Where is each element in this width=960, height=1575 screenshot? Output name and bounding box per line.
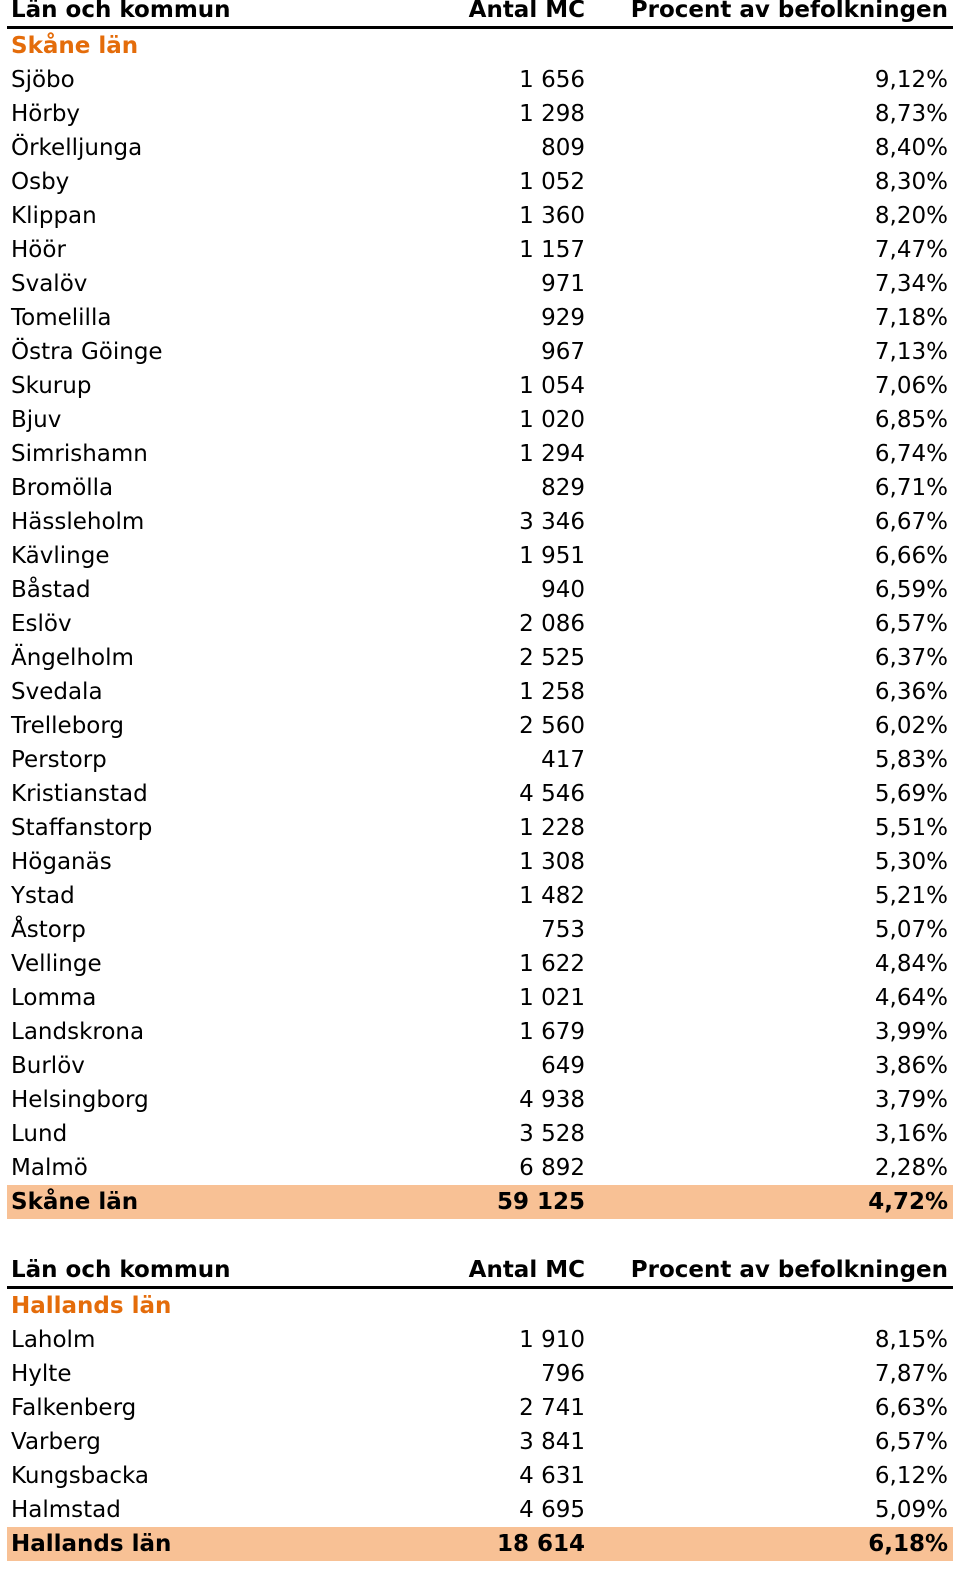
municipality-name: Trelleborg: [11, 713, 125, 739]
population-percent: 6,37%: [874, 645, 948, 671]
total-count: 18 614: [496, 1531, 585, 1557]
municipality-name: Ängelholm: [11, 645, 134, 671]
municipality-name: Kungsbacka: [11, 1463, 150, 1489]
municipality-name: Svedala: [11, 679, 103, 705]
mc-count: 1 052: [519, 169, 585, 195]
header-col-municipality: Län och kommun: [11, 1257, 231, 1283]
population-percent: 2,28%: [874, 1155, 948, 1181]
municipality-name: Vellinge: [11, 951, 102, 977]
municipality-name: Östra Göinge: [11, 339, 163, 365]
mc-count: 1 020: [519, 407, 585, 433]
municipality-name: Kristianstad: [11, 781, 148, 807]
table-row: [7, 1425, 953, 1459]
header-col-count: Antal MC: [468, 1257, 585, 1283]
table-row: [7, 437, 953, 471]
population-percent: 6,67%: [874, 509, 948, 535]
header-col-percent: Procent av befolkningen: [630, 1257, 948, 1283]
table-body: [7, 63, 953, 1185]
mc-count: 1 951: [519, 543, 585, 569]
table-body: [7, 1323, 953, 1527]
table-row: [7, 63, 953, 97]
mc-count: 1 258: [519, 679, 585, 705]
mc-count: 4 695: [519, 1497, 585, 1523]
table-row: [7, 1117, 953, 1151]
population-percent: 5,21%: [874, 883, 948, 909]
mc-count: 3 841: [519, 1429, 585, 1455]
municipality-name: Lund: [11, 1121, 68, 1147]
table-row: [7, 267, 953, 301]
table-header: [7, 1255, 953, 1289]
population-percent: 7,06%: [874, 373, 948, 399]
municipality-name: Tomelilla: [11, 305, 112, 331]
mc-count: 809: [541, 135, 585, 161]
population-percent: 6,85%: [874, 407, 948, 433]
mc-count: 1 910: [519, 1327, 585, 1353]
region-label: Skåne län: [11, 33, 139, 59]
total-percent: 6,18%: [868, 1531, 948, 1557]
population-percent: 8,40%: [874, 135, 948, 161]
table-row: [7, 1459, 953, 1493]
mc-count: 1 679: [519, 1019, 585, 1045]
table-row: [7, 913, 953, 947]
table-row: [7, 471, 953, 505]
region-title: [7, 29, 953, 63]
header-col-municipality: Län och kommun: [11, 0, 231, 23]
population-percent: 7,34%: [874, 271, 948, 297]
municipality-name: Perstorp: [11, 747, 107, 773]
mc-count: 2 741: [519, 1395, 585, 1421]
mc-count: 753: [541, 917, 585, 943]
mc-count: 2 086: [519, 611, 585, 637]
population-percent: 5,51%: [874, 815, 948, 841]
mc-count: 2 525: [519, 645, 585, 671]
region-title: [7, 1289, 953, 1323]
header-col-count: Antal MC: [468, 0, 585, 23]
municipality-name: Osby: [11, 169, 70, 195]
municipality-name: Svalöv: [11, 271, 88, 297]
municipality-name: Kävlinge: [11, 543, 110, 569]
population-percent: 6,57%: [874, 1429, 948, 1455]
mc-count: 971: [541, 271, 585, 297]
mc-count: 929: [541, 305, 585, 331]
table-row: [7, 811, 953, 845]
table-row: [7, 1357, 953, 1391]
total-name: Hallands län: [11, 1531, 172, 1557]
table-row: [7, 777, 953, 811]
table-row: [7, 403, 953, 437]
municipality-name: Landskrona: [11, 1019, 145, 1045]
table-row: [7, 1493, 953, 1527]
municipality-name: Hässleholm: [11, 509, 145, 535]
municipality-name: Lomma: [11, 985, 97, 1011]
population-percent: 6,74%: [874, 441, 948, 467]
table-row: [7, 641, 953, 675]
table-row: [7, 743, 953, 777]
mc-count: 1 157: [519, 237, 585, 263]
municipality-name: Helsingborg: [11, 1087, 149, 1113]
population-percent: 3,99%: [874, 1019, 948, 1045]
mc-count: 3 528: [519, 1121, 585, 1147]
mc-count: 417: [541, 747, 585, 773]
total-row: [7, 1527, 953, 1561]
municipality-name: Staffanstorp: [11, 815, 153, 841]
mc-count: 1 360: [519, 203, 585, 229]
table-row: [7, 1083, 953, 1117]
region-label: Hallands län: [11, 1293, 172, 1319]
table-row: [7, 335, 953, 369]
municipality-name: Halmstad: [11, 1497, 121, 1523]
table-row: [7, 199, 953, 233]
mc-count: 1 054: [519, 373, 585, 399]
population-percent: 5,69%: [874, 781, 948, 807]
population-percent: 7,47%: [874, 237, 948, 263]
population-percent: 6,59%: [874, 577, 948, 603]
mc-count: 1 294: [519, 441, 585, 467]
population-percent: 8,73%: [874, 101, 948, 127]
table-halland: [7, 1255, 953, 1561]
population-percent: 6,57%: [874, 611, 948, 637]
population-percent: 6,63%: [874, 1395, 948, 1421]
table-row: [7, 1049, 953, 1083]
population-percent: 7,13%: [874, 339, 948, 365]
total-percent: 4,72%: [868, 1189, 948, 1215]
population-percent: 5,83%: [874, 747, 948, 773]
mc-count: 967: [541, 339, 585, 365]
table-row: [7, 1323, 953, 1357]
table-row: [7, 709, 953, 743]
population-percent: 5,07%: [874, 917, 948, 943]
mc-count: 940: [541, 577, 585, 603]
population-percent: 6,02%: [874, 713, 948, 739]
municipality-name: Eslöv: [11, 611, 72, 637]
table-row: [7, 675, 953, 709]
population-percent: 6,36%: [874, 679, 948, 705]
municipality-name: Varberg: [11, 1429, 101, 1455]
population-percent: 8,30%: [874, 169, 948, 195]
municipality-name: Bromölla: [11, 475, 114, 501]
mc-count: 6 892: [519, 1155, 585, 1181]
mc-count: 3 346: [519, 509, 585, 535]
table-row: [7, 607, 953, 641]
table-skane: [7, 0, 953, 1219]
mc-count: 1 021: [519, 985, 585, 1011]
table-row: [7, 505, 953, 539]
municipality-name: Laholm: [11, 1327, 96, 1353]
table-row: [7, 1015, 953, 1049]
population-percent: 3,86%: [874, 1053, 948, 1079]
table-row: [7, 1151, 953, 1185]
municipality-name: Simrishamn: [11, 441, 148, 467]
municipality-name: Skurup: [11, 373, 92, 399]
municipality-name: Burlöv: [11, 1053, 85, 1079]
mc-count: 4 546: [519, 781, 585, 807]
mc-count: 1 298: [519, 101, 585, 127]
population-percent: 7,87%: [874, 1361, 948, 1387]
total-count: 59 125: [496, 1189, 585, 1215]
population-percent: 7,18%: [874, 305, 948, 331]
population-percent: 8,20%: [874, 203, 948, 229]
mc-count: 796: [541, 1361, 585, 1387]
population-percent: 3,16%: [874, 1121, 948, 1147]
municipality-name: Ystad: [11, 883, 75, 909]
table-row: [7, 981, 953, 1015]
mc-count: 4 631: [519, 1463, 585, 1489]
municipality-name: Båstad: [11, 577, 91, 603]
mc-count: 2 560: [519, 713, 585, 739]
mc-count: 1 308: [519, 849, 585, 875]
table-row: [7, 539, 953, 573]
table-row: [7, 1391, 953, 1425]
municipality-name: Falkenberg: [11, 1395, 137, 1421]
table-row: [7, 97, 953, 131]
mc-count: 1 622: [519, 951, 585, 977]
total-row: [7, 1185, 953, 1219]
table-row: [7, 947, 953, 981]
population-percent: 5,09%: [874, 1497, 948, 1523]
municipality-name: Höör: [11, 237, 66, 263]
mc-count: 4 938: [519, 1087, 585, 1113]
municipality-name: Åstorp: [11, 917, 86, 943]
mc-count: 1 656: [519, 67, 585, 93]
table-row: [7, 369, 953, 403]
municipality-name: Hörby: [11, 101, 81, 127]
table-row: [7, 573, 953, 607]
population-percent: 6,66%: [874, 543, 948, 569]
population-percent: 9,12%: [874, 67, 948, 93]
population-percent: 5,30%: [874, 849, 948, 875]
population-percent: 6,71%: [874, 475, 948, 501]
table-row: [7, 845, 953, 879]
municipality-name: Malmö: [11, 1155, 88, 1181]
mc-count: 1 228: [519, 815, 585, 841]
total-name: Skåne län: [11, 1189, 139, 1215]
table-header: [7, 0, 953, 29]
population-percent: 4,64%: [874, 985, 948, 1011]
municipality-name: Sjöbo: [11, 67, 75, 93]
municipality-name: Bjuv: [11, 407, 62, 433]
table-row: [7, 233, 953, 267]
population-percent: 6,12%: [874, 1463, 948, 1489]
header-col-percent: Procent av befolkningen: [630, 0, 948, 23]
table-row: [7, 165, 953, 199]
municipality-name: Klippan: [11, 203, 97, 229]
table-row: [7, 879, 953, 913]
table-row: [7, 301, 953, 335]
mc-count: 829: [541, 475, 585, 501]
population-percent: 4,84%: [874, 951, 948, 977]
municipality-name: Hylte: [11, 1361, 72, 1387]
population-percent: 3,79%: [874, 1087, 948, 1113]
table-row: [7, 131, 953, 165]
population-percent: 8,15%: [874, 1327, 948, 1353]
municipality-name: Höganäs: [11, 849, 112, 875]
municipality-name: Örkelljunga: [11, 135, 143, 161]
mc-count: 1 482: [519, 883, 585, 909]
mc-count: 649: [541, 1053, 585, 1079]
